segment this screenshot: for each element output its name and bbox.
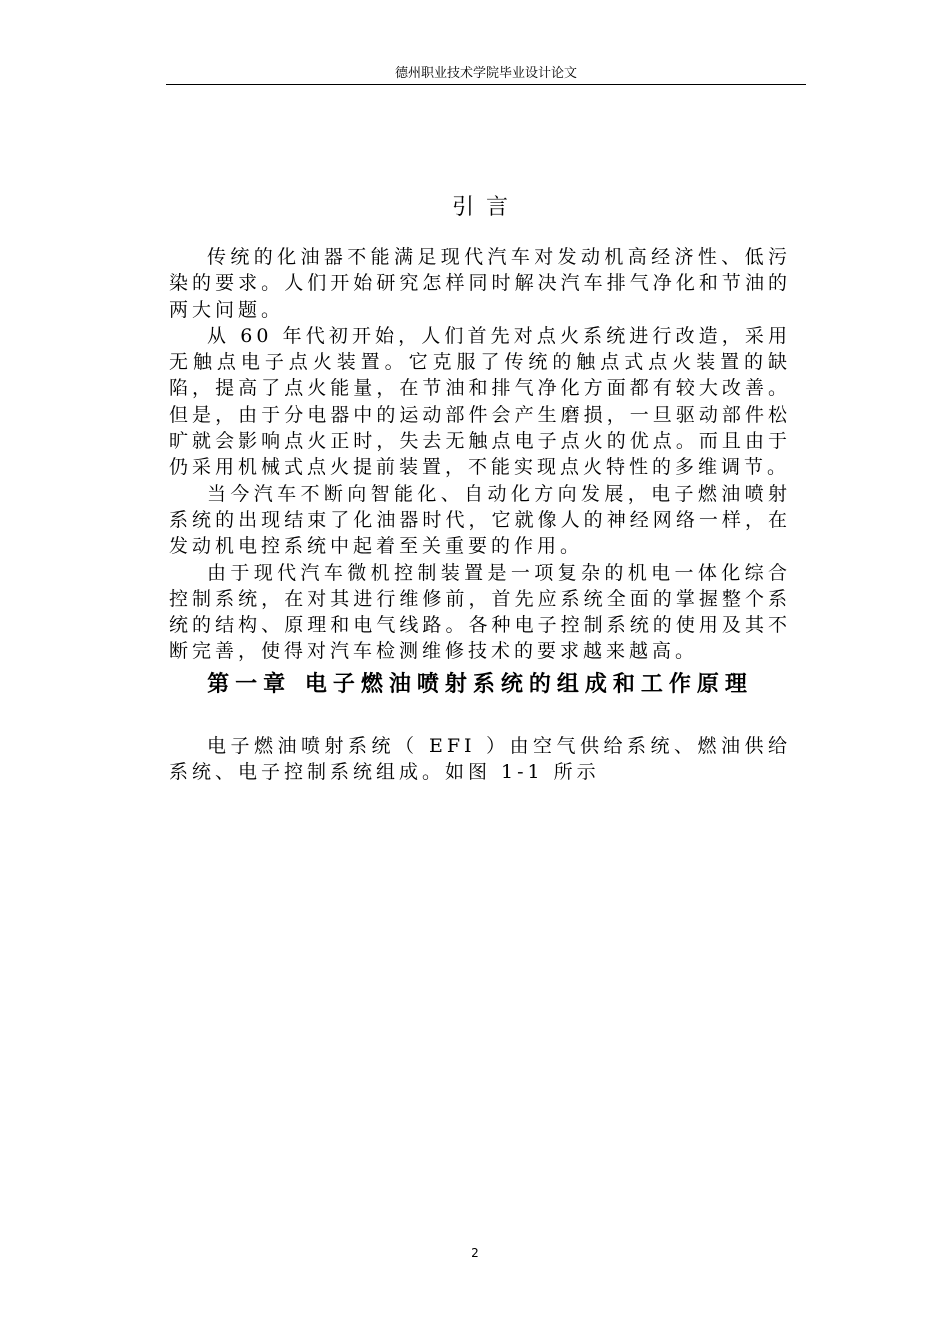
paragraph-2: 从 60 年代初开始，人们首先对点火系统进行改造，采用无触点电子点火装置。它克服了传统的触点式点火装置的缺陷，提高了点火能量，在节油和排气净化方面都有较大改善。但是，由于分电器中的运动部件会产生磨损，一旦驱动部件松旷就会影响点火正时，失去无触点电子点火的优点。而且由于仍采用机械式点火提前装置，不能实现点火特性的多维调节。 bbox=[169, 324, 791, 479]
chapter-heading: 第一章 电子燃油喷射系统的组成和工作原理 bbox=[207, 671, 753, 697]
document-body bbox=[169, 192, 791, 785]
paragraph-1: 传统的化油器不能满足现代汽车对发动机高经济性、低污染的要求。人们开始研究怎样同时解决汽车排气净化和节油的两大问题。 bbox=[169, 246, 791, 321]
page-number: 2 bbox=[471, 1246, 479, 1260]
paragraph-4: 由于现代汽车微机控制装置是一项复杂的机电一体化综合控制系统，在对其进行维修前，首先应系统全面的掌握整个系统的结构、原理和电气线路。各种电子控制系统的使用及其不断完善，使得对汽车检测维修技术的要求越来越高。 bbox=[169, 561, 791, 663]
chapter-paragraph: 电子燃油喷射系统（ EFI ）由空气供给系统、燃油供给系统、电子控制系统组成。如图 1-1 所示 bbox=[169, 734, 791, 784]
page-header: 德州职业技术学院毕业设计论文 bbox=[394, 66, 577, 81]
paragraph-3: 当今汽车不断向智能化、自动化方向发展，电子燃油喷射系统的出现结束了化油器时代，它就像人的神经网络一样，在发动机电控系统中起着至关重要的作用。 bbox=[169, 482, 791, 558]
header-rule bbox=[166, 84, 806, 85]
section-title: 引言 bbox=[451, 195, 520, 220]
